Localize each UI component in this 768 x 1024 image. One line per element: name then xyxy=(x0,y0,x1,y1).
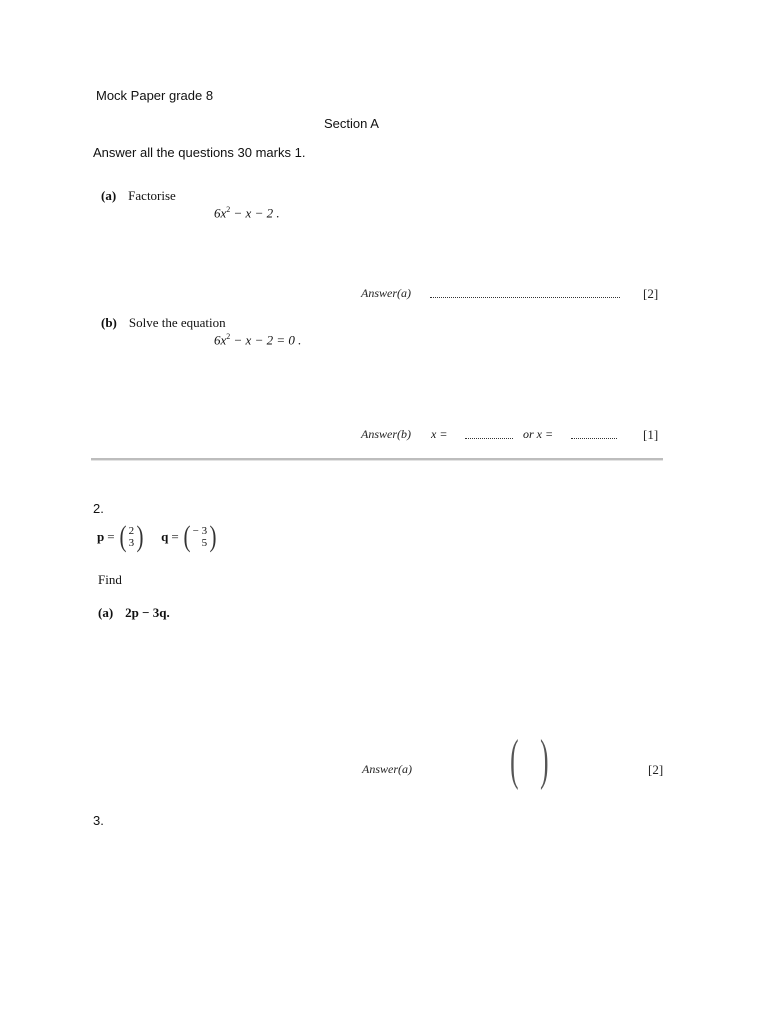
right-paren-icon: ) xyxy=(136,520,144,553)
vector-p-bottom: 3 xyxy=(128,537,135,549)
q1b-x2-line[interactable] xyxy=(571,430,617,439)
vector-p-top: 2 xyxy=(128,525,135,537)
q1b-x1-label: x = xyxy=(431,427,448,441)
q1a-answer-label: Answer(a) xyxy=(361,286,411,300)
q1b-answer-label: Answer(b) xyxy=(361,427,411,441)
vector-q-top: − 3 xyxy=(192,525,208,537)
q2a-expression: 2p − 3q. xyxy=(125,605,170,620)
q1a-expr-base: 6x xyxy=(214,205,227,221)
vector-p-name: p xyxy=(97,529,105,544)
vector-p-equals: = xyxy=(107,529,115,544)
q1b-expr-base: 6x xyxy=(214,332,227,348)
vector-q-name: q xyxy=(161,529,169,544)
instructions: Answer all the questions 30 marks 1. xyxy=(93,145,306,160)
q1a-expr-exp: 2 xyxy=(226,205,231,214)
q1b-expr-exp: 2 xyxy=(226,332,231,341)
q1a-answer-line[interactable] xyxy=(430,289,620,298)
q1b-marks: [1] xyxy=(643,427,659,442)
vector-q-equals: = xyxy=(171,529,179,544)
q1b-x1-line[interactable] xyxy=(465,430,513,439)
q1b-label: (b) xyxy=(101,315,117,330)
q2-number: 2. xyxy=(93,501,104,516)
answer-right-paren-icon: ) xyxy=(540,729,549,791)
left-paren-icon: ( xyxy=(183,520,191,553)
left-paren-icon: ( xyxy=(119,520,127,553)
q1a-expression xyxy=(214,205,280,221)
vector-p xyxy=(118,522,146,552)
q2a-answer-label: Answer(a) xyxy=(362,762,412,776)
q1b-text: Solve the equation xyxy=(128,315,226,330)
q2a-answer-vector[interactable] xyxy=(505,729,553,792)
q1b-block xyxy=(101,314,226,332)
q1b-expression xyxy=(214,332,301,348)
q3-number: 3. xyxy=(93,813,104,828)
q1a-label: (a) xyxy=(101,188,117,203)
q2a-block xyxy=(98,604,170,622)
q2a-marks: [2] xyxy=(648,762,664,777)
section-divider xyxy=(91,458,663,461)
q1a-marks: [2] xyxy=(643,286,659,301)
q1a-text: Factorise xyxy=(128,188,176,203)
right-paren-icon: ) xyxy=(209,520,217,553)
q1b-expr-rest: − x − 2 = 0 . xyxy=(230,332,302,348)
paper-title: Mock Paper grade 8 xyxy=(96,88,214,103)
q1b-x2-label: or x = xyxy=(523,427,554,441)
q2a-label: (a) xyxy=(98,605,114,620)
q2-vectors xyxy=(97,522,218,552)
answer-left-paren-icon: ( xyxy=(510,729,519,791)
q1a-block xyxy=(101,187,176,205)
vector-q-bottom: 5 xyxy=(201,537,208,549)
section-heading: Section A xyxy=(324,116,379,131)
vector-q xyxy=(182,522,218,552)
q1a-expr-rest: − x − 2 . xyxy=(230,205,280,221)
q2-find: Find xyxy=(98,572,122,587)
